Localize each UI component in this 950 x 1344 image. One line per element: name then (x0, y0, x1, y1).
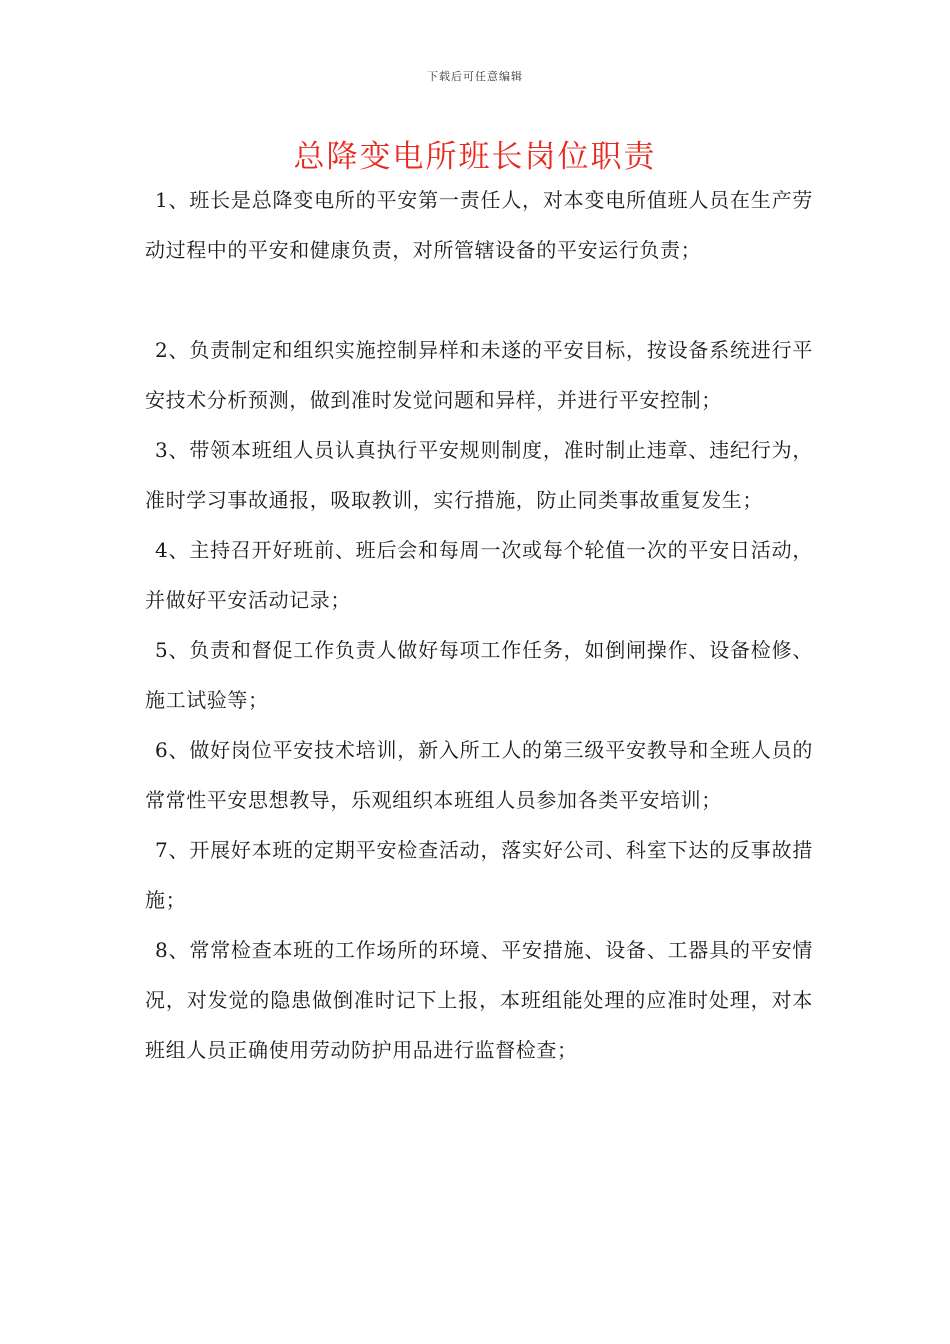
paragraph-7: 7、开展好本班的定期平安检查活动，落实好公司、科室下达的反事故措施； (145, 838, 813, 912)
paragraph-5: 5、负责和督促工作负责人做好每项工作任务，如倒闸操作、设备检修、施工试验等； (145, 638, 813, 712)
paragraph-3: 3、带领本班组人员认真执行平安规则制度，准时制止违章、违纪行为，准时学习事故通报，吸取教训，实行措施，防止同类事故重复发生； (145, 438, 813, 512)
document-title: 总降变电所班长岗位职责 (293, 139, 657, 175)
document-body (145, 175, 813, 1075)
paragraph-8: 8、常常检查本班的工作场所的环境、平安措施、设备、工器具的平安情况，对发觉的隐患做倒准时记下上报，本班组能处理的应准时处理，对本班组人员正确使用劳动防护用品进行监督检查； (145, 938, 813, 1062)
paragraph-1: 1、班长是总降变电所的平安第一责任人，对本变电所值班人员在生产劳动过程中的平安和健康负责，对所管辖设备的平安运行负责； (145, 188, 813, 262)
paragraph-4: 4、主持召开好班前、班后会和每周一次或每个轮值一次的平安日活动，并做好平安活动记录； (145, 538, 813, 612)
paragraph-2: 2、负责制定和组织实施控制异样和未遂的平安目标，按设备系统进行平安技术分析预测，做到准时发觉问题和异样，并进行平安控制； (145, 338, 813, 412)
paragraph-6: 6、做好岗位平安技术培训，新入所工人的第三级平安教导和全班人员的常常性平安思想教导，乐观组织本班组人员参加各类平安培训； (145, 738, 813, 812)
paragraph-gap (145, 275, 813, 325)
header-note: 下载后可任意编辑 (427, 70, 523, 83)
